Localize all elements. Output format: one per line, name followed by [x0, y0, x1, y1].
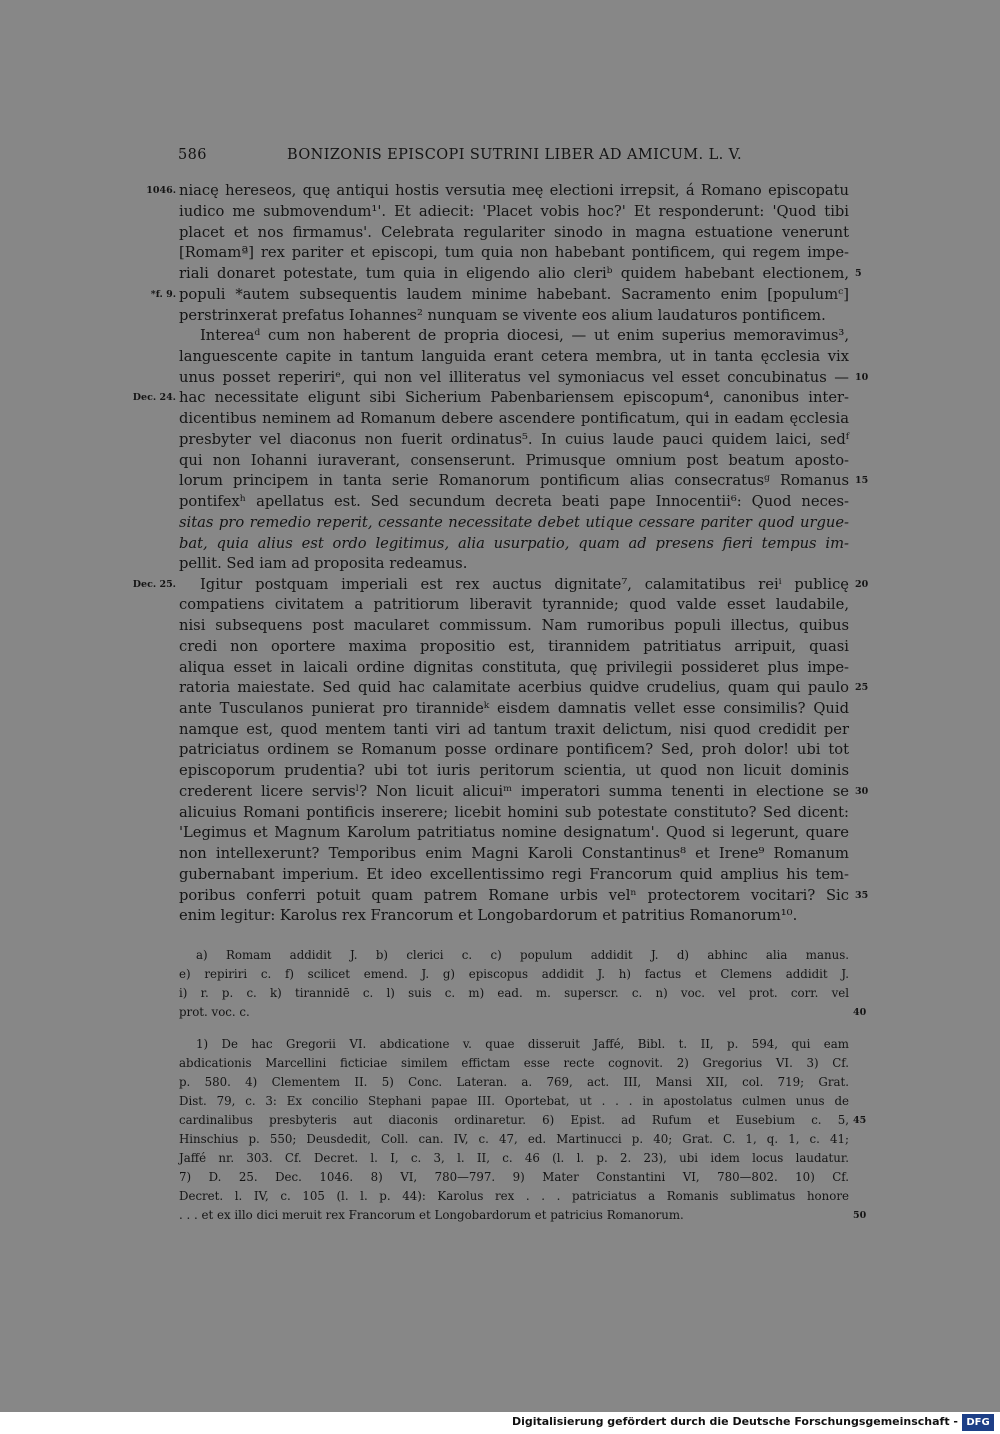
text-line: gubernabant imperium. Et ideo excellentissimo regi Francorum quid amplius his tem- — [179, 866, 849, 883]
text-line: populi *autem subsequentis laudem minime habebant. Sacramento enim [populumᶜ] — [179, 286, 849, 303]
line-number: 40 — [853, 1007, 867, 1018]
line-number: 30 — [855, 786, 869, 797]
text-line: patriciatus ordinem se Romanum posse ordinare pontificem? Sed, proh dolor! ubi tot — [179, 741, 849, 758]
footnote-line: Decret. l. IV, c. 105 (l. l. p. 44): Karolus rex . . . patriciatus a Romanis sublimatus honore — [179, 1189, 849, 1203]
text-line: enim legitur: Karolus rex Francorum et Longobardorum et patritius Romanorum¹⁰. — [179, 907, 798, 924]
text-line: riali donaret potestate, tum quia in eligendo alio cleriᵇ quidem habebant electionem, — [179, 265, 849, 282]
text-line: bat, quia alius est ordo legitimus, alia usurpatio, quam ad presens fieri tempus im- — [179, 535, 849, 552]
dfg-logo-icon[interactable]: DFG — [962, 1414, 994, 1431]
text-line: Igitur postquam imperiali est rex auctus dignitate⁷, calamitatibus reiⁱ publicę — [200, 576, 849, 593]
footnote-line: Jaffé nr. 303. Cf. Decret. l. I, c. 3, l. II, c. 46 (l. l. p. 2. 23), ubi idem locus laudatur. — [179, 1151, 849, 1165]
text-line: pellit. Sed iam ad proposita redeamus. — [179, 555, 468, 572]
text-line: dicentibus neminem ad Romanum debere ascendere pontificatum, qui in eadam ęcclesia — [179, 410, 849, 427]
text-line: placet et nos firmamus'. Celebrata regulariter sinodo in magna estuatione venerunt — [179, 224, 849, 241]
text-line: poribus conferri potuit quam patrem Romane urbis velⁿ protectorem vocitari? Sic — [179, 887, 849, 904]
line-number: 15 — [855, 475, 869, 486]
text-line: lorum principem in tanta serie Romanorum pontificum alias consecratusᵍ Romanus — [179, 472, 849, 489]
line-number: 45 — [853, 1115, 867, 1126]
line-number: 25 — [855, 682, 869, 693]
text-line: crederent licere servisˡ? Non licuit alicuiᵐ imperatori summa tenenti in electione se — [179, 783, 849, 800]
text-line: niacę hereseos, quę antiqui hostis versutia meę electioni irrepsit, á Romano episcopatu — [179, 182, 849, 199]
text-line: non intellexerunt? Temporibus enim Magni Karoli Constantinus⁸ et Irene⁹ Romanum — [179, 845, 849, 862]
text-line: ratoria maiestate. Sed quid hac calamitate acerbius quidve crudelius, quam qui paulo — [179, 679, 849, 696]
footnote-line: abdicationis Marcellini ficticiae similem effictam esse recte cognovit. 2) Gregorius VI. 3) Cf. — [179, 1056, 849, 1070]
text-line: 'Legimus et Magnum Karolum patritiatus nomine designatum'. Quod si legerunt, quare — [179, 824, 849, 841]
footnote-line: Dist. 79, c. 3: Ex concilio Stephani papae III. Oportebat, ut . . . in apostolatus culmen unus de — [179, 1094, 849, 1108]
text-line: [Romamª] rex pariter et episcopi, tum quia non habebant pontificem, qui regem impe- — [179, 244, 849, 261]
text-line: ante Tusculanos punierat pro tirannideᵏ eisdem damnatis vellet esse consimilis? Quid — [179, 700, 849, 717]
text-line: episcoporum prudentia? ubi tot iuris peritorum scientia, ut quod non licuit dominis — [179, 762, 849, 779]
footnote-line: Hinschius p. 550; Deusdedit, Coll. can. IV, c. 47, ed. Martinucci p. 40; Grat. C. 1, q. 1, c. 41; — [179, 1132, 849, 1146]
footnote-line: 7) D. 25. Dec. 1046. 8) VI, 780—797. 9) Mater Constantini VI, 780—802. 10) Cf. — [179, 1170, 849, 1184]
text-line: unus posset repeririᵉ, qui non vel illiteratus vel symoniacus vel esset concubinatus — — [179, 369, 849, 386]
margin-date: Dec. 25. — [132, 579, 176, 590]
text-line: presbyter vel diaconus non fuerit ordinatus⁵. In cuius laude pauci quidem laici, sedᶠ — [179, 431, 849, 448]
text-line: aliqua esset in laicali ordine dignitas constituta, quę privilegii possideret plus impe- — [179, 659, 849, 676]
text-line: alicuius Romani pontificis inserere; licebit homini sub potestate constituto? Sed dicent: — [179, 804, 849, 821]
text-line: nisi subsequens post macularet commissum. Nam rumoribus populi illectus, quibus — [179, 617, 849, 634]
text-line: iudico me submovendum¹'. Et adiecit: 'Placet vobis hoc?' Et responderunt: 'Quod tibi — [179, 203, 849, 220]
line-number: 35 — [855, 890, 869, 901]
footer-credit: Digitalisierung gefördert durch die Deutsche Forschungsgemeinschaft - — [511, 1415, 958, 1428]
line-number: 20 — [855, 579, 869, 590]
apparatus-line: prot. voc. c. — [179, 1005, 250, 1019]
text-line: compatiens civitatem a patritiorum liberavit tyrannide; quod valde esset laudabile, — [179, 596, 849, 613]
text-line: pontifexʰ apellatus est. Sed secundum decreta beati pape Innocentii⁶: Quod neces- — [179, 493, 849, 510]
text-line: Intereaᵈ cum non haberent de propria diocesi, — ut enim superius memoravimus³, — [200, 327, 849, 344]
apparatus-line: i) r. p. c. k) tirannidē c. l) suis c. m) ead. m. superscr. c. n) voc. vel prot. corr. vel — [179, 986, 849, 1000]
text-line: perstrinxerat prefatus Iohannes² nunquam se vivente eos alium laudaturos pontificem. — [179, 307, 826, 324]
text-line: hac necessitate eligunt sibi Sicherium Pabenbariensem episcopum⁴, canonibus inter- — [179, 389, 849, 406]
line-number: 50 — [853, 1210, 867, 1221]
text-line: credi non oportere maxima propositio est, tirannidem patritiatus arripuit, quasi — [179, 638, 849, 655]
text-line: qui non Iohanni iuraverant, consenserunt. Primusque omnium post beatum aposto- — [179, 452, 849, 469]
line-number: 5 — [855, 268, 862, 279]
footnote-line: . . . et ex illo dici meruit rex Francorum et Longobardorum et patricius Romanorum. — [179, 1208, 684, 1222]
footer-bar — [0, 1412, 1000, 1434]
footnote-line: p. 580. 4) Clementem II. 5) Conc. Lateran. a. 769, act. III, Mansi XII, col. 719; Grat. — [179, 1075, 849, 1089]
margin-date: Dec. 24. — [132, 392, 176, 403]
text-line: namque est, quod mentem tanti viri ad tantum traxit delictum, nisi quod credidit per — [179, 721, 849, 738]
footnote-line: 1) De hac Gregorii VI. abdicatione v. quae disseruit Jaffé, Bibl. t. II, p. 594, qui eam — [196, 1037, 849, 1051]
margin-folio: *f. 9. — [150, 289, 176, 300]
page-number: 586 — [178, 147, 207, 163]
text-line: sitas pro remedio reperit, cessante necessitate debet utique cessare pariter quod urgue- — [179, 514, 849, 531]
apparatus-line: a) Romam addidit J. b) clerici c. c) populum addidit J. d) abhinc alia manus. — [196, 948, 849, 962]
line-number: 10 — [855, 372, 869, 383]
apparatus-line: e) repiriri c. f) scilicet emend. J. g) episcopus addidit J. h) factus et Clemens addidit J. — [179, 967, 849, 981]
margin-year: 1046. — [146, 185, 176, 196]
running-title: BONIZONIS EPISCOPI SUTRINI LIBER AD AMICUM. L. V. — [287, 147, 742, 163]
text-line: languescente capite in tantum languida erant cetera membra, ut in tanta ęcclesia vix — [179, 348, 849, 365]
footnote-line: cardinalibus presbyteris aut diaconis ordinaretur. 6) Epist. ad Rufum et Eusebium c. 5, — [179, 1113, 849, 1127]
